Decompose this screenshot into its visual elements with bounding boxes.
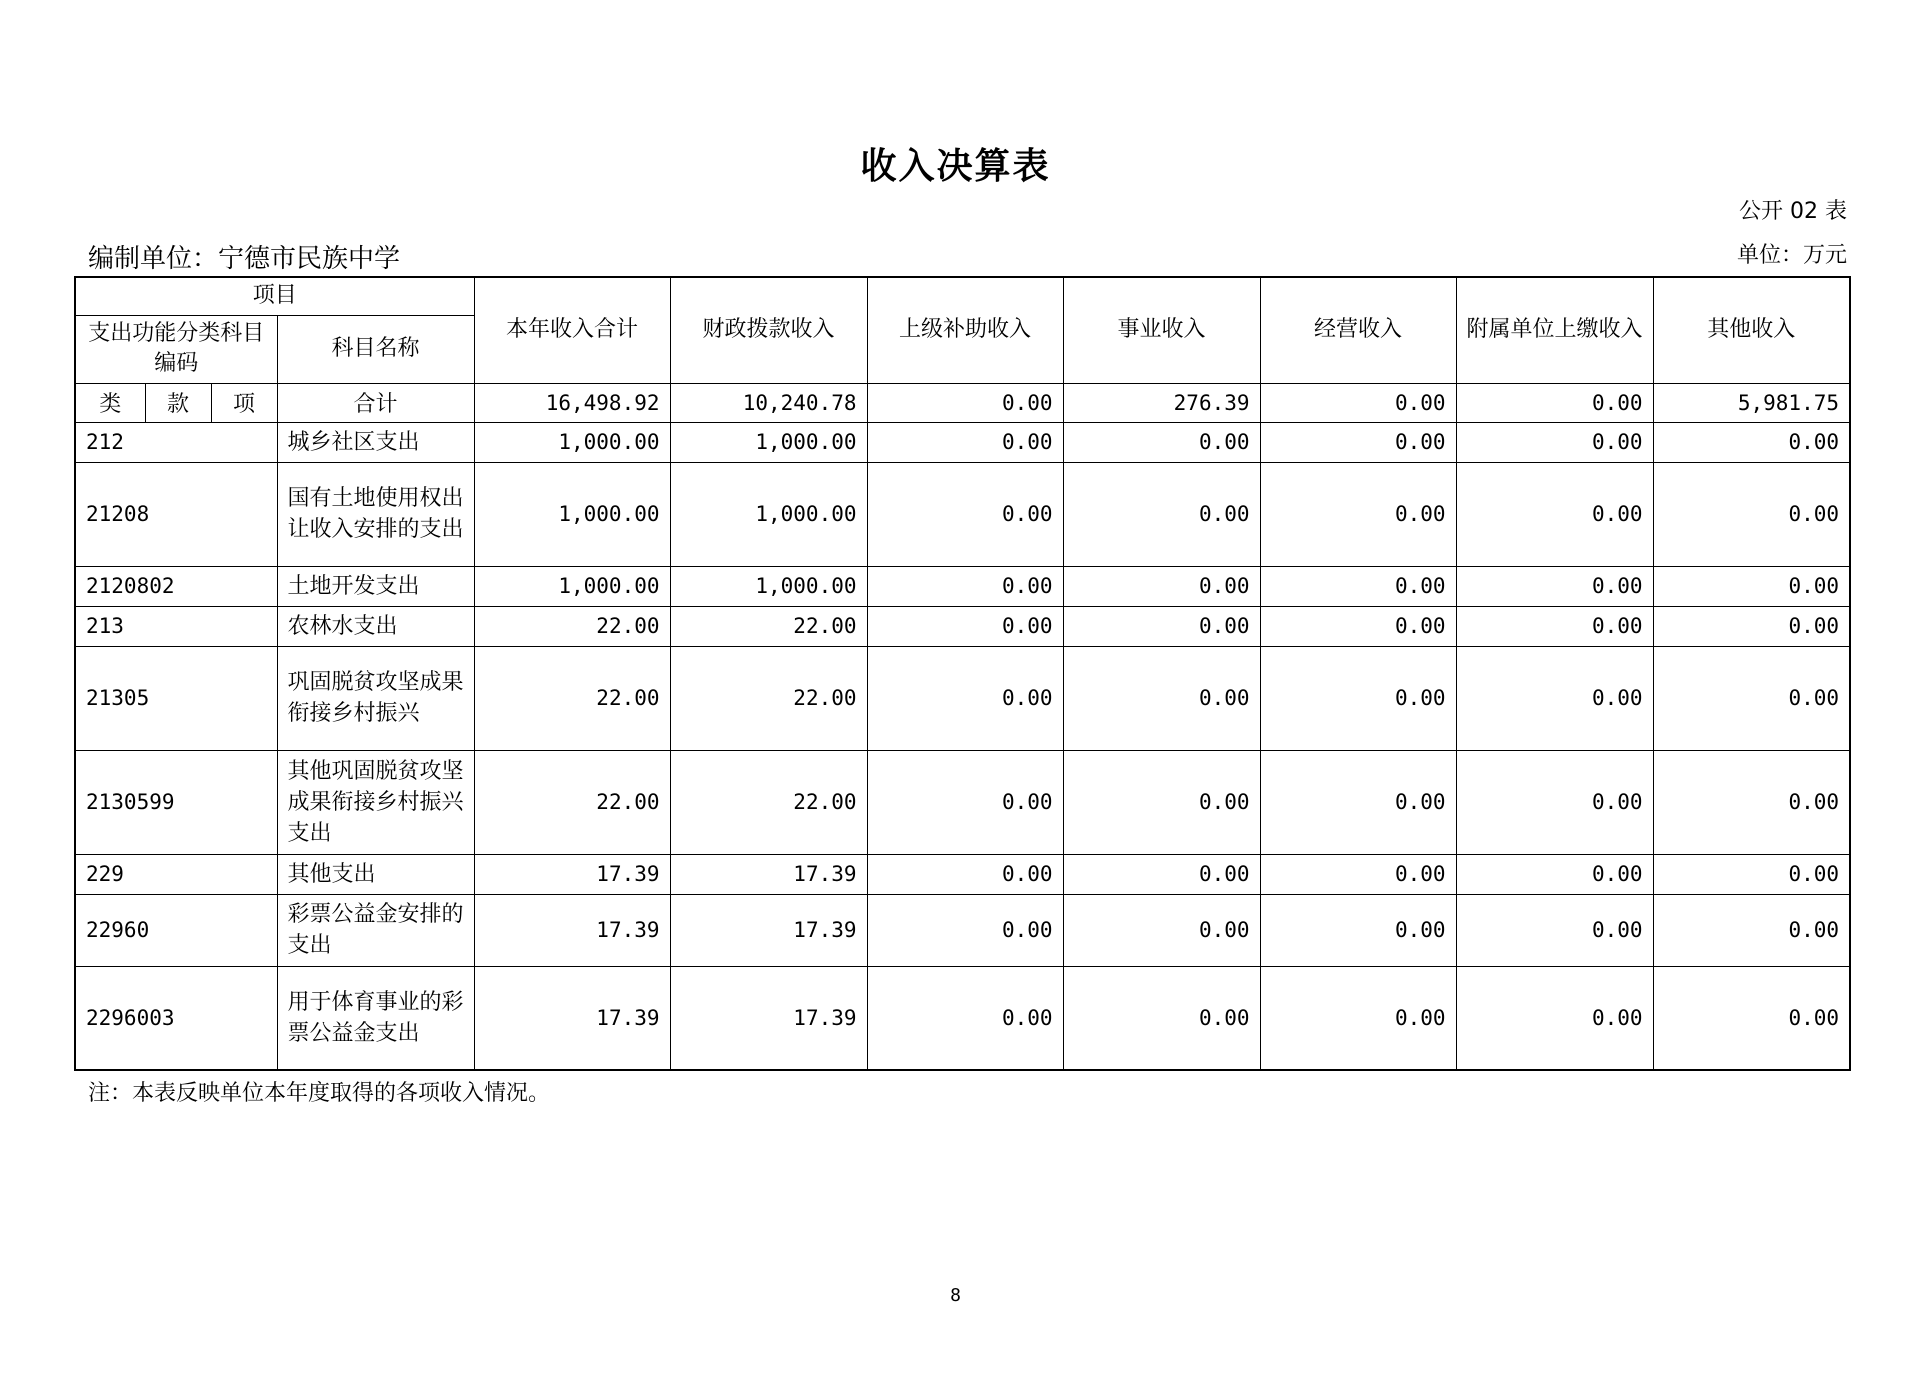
value-cell: 0.00 <box>1653 854 1850 894</box>
header-lei: 类 <box>75 383 145 422</box>
value-cell: 17.39 <box>474 854 670 894</box>
value-cell: 0.00 <box>867 566 1063 606</box>
table-row <box>75 966 1850 1070</box>
subject-name: 其他巩固脱贫攻坚成果衔接乡村振兴支出 <box>277 750 474 854</box>
value-cell: 1,000.00 <box>474 462 670 566</box>
value-cell: 1,000.00 <box>474 566 670 606</box>
value-cell: 0.00 <box>1456 566 1653 606</box>
value-cell: 17.39 <box>670 966 867 1070</box>
value-cell: 0.00 <box>867 606 1063 646</box>
value-cell: 0.00 <box>1063 566 1260 606</box>
table-note: 注：本表反映单位本年度取得的各项收入情况。 <box>88 1081 551 1106</box>
header-total-income: 本年收入合计 <box>474 277 670 383</box>
table-row <box>75 646 1850 750</box>
value-cell: 0.00 <box>1653 462 1850 566</box>
total-cell: 16,498.92 <box>474 383 670 422</box>
table-row <box>75 462 1850 566</box>
header-business-income: 事业收入 <box>1063 277 1260 383</box>
value-cell: 22.00 <box>670 750 867 854</box>
value-cell: 0.00 <box>1653 606 1850 646</box>
subject-code: 2130599 <box>75 750 277 854</box>
value-cell: 0.00 <box>1260 966 1456 1070</box>
value-cell: 0.00 <box>867 750 1063 854</box>
value-cell: 17.39 <box>670 894 867 966</box>
table-row <box>75 566 1850 606</box>
value-cell: 22.00 <box>474 646 670 750</box>
subject-name: 国有土地使用权出让收入安排的支出 <box>277 462 474 566</box>
subject-name: 土地开发支出 <box>277 566 474 606</box>
value-cell: 0.00 <box>1260 422 1456 462</box>
subject-code: 213 <box>75 606 277 646</box>
table-row <box>75 894 1850 966</box>
value-cell: 0.00 <box>1456 422 1653 462</box>
total-cell: 0.00 <box>867 383 1063 422</box>
header-superior-subsidy: 上级补助收入 <box>867 277 1063 383</box>
header-kuan: 款 <box>145 383 211 422</box>
value-cell: 0.00 <box>1063 894 1260 966</box>
value-cell: 0.00 <box>1456 646 1653 750</box>
value-cell: 0.00 <box>1260 606 1456 646</box>
value-cell: 0.00 <box>867 646 1063 750</box>
header-other-income: 其他收入 <box>1653 277 1850 383</box>
value-cell: 0.00 <box>1063 646 1260 750</box>
value-cell: 0.00 <box>867 966 1063 1070</box>
total-cell: 0.00 <box>1260 383 1456 422</box>
value-cell: 0.00 <box>1653 750 1850 854</box>
subject-name: 农林水支出 <box>277 606 474 646</box>
value-cell: 0.00 <box>1653 422 1850 462</box>
header-subject-name: 科目名称 <box>277 315 474 383</box>
header-function-code: 支出功能分类科目编码 <box>75 315 277 383</box>
value-cell: 0.00 <box>1456 966 1653 1070</box>
value-cell: 0.00 <box>1063 606 1260 646</box>
header-operating-income: 经营收入 <box>1260 277 1456 383</box>
subject-code: 21208 <box>75 462 277 566</box>
value-cell: 0.00 <box>1456 462 1653 566</box>
value-cell: 0.00 <box>1653 894 1850 966</box>
subject-code: 2296003 <box>75 966 277 1070</box>
table-row <box>75 606 1850 646</box>
value-cell: 0.00 <box>867 422 1063 462</box>
form-number: 公开 02 表 <box>1739 199 1847 224</box>
value-cell: 0.00 <box>1653 646 1850 750</box>
subject-name: 巩固脱贫攻坚成果衔接乡村振兴 <box>277 646 474 750</box>
subject-name: 用于体育事业的彩票公益金支出 <box>277 966 474 1070</box>
value-cell: 0.00 <box>1063 422 1260 462</box>
reporting-unit: 编制单位：宁德市民族中学 <box>88 244 401 274</box>
total-cell: 5,981.75 <box>1653 383 1850 422</box>
total-label: 合计 <box>277 383 474 422</box>
value-cell: 0.00 <box>867 854 1063 894</box>
value-cell: 17.39 <box>474 894 670 966</box>
value-cell: 0.00 <box>1063 854 1260 894</box>
value-cell: 1,000.00 <box>670 566 867 606</box>
value-cell: 1,000.00 <box>474 422 670 462</box>
value-cell: 0.00 <box>1063 462 1260 566</box>
value-cell: 0.00 <box>1063 966 1260 1070</box>
value-cell: 0.00 <box>1456 606 1653 646</box>
value-cell: 17.39 <box>474 966 670 1070</box>
value-cell: 0.00 <box>1063 750 1260 854</box>
value-cell: 17.39 <box>670 854 867 894</box>
total-cell: 10,240.78 <box>670 383 867 422</box>
value-cell: 1,000.00 <box>670 462 867 566</box>
subject-code: 2120802 <box>75 566 277 606</box>
value-cell: 0.00 <box>867 462 1063 566</box>
subject-code: 229 <box>75 854 277 894</box>
subject-code: 212 <box>75 422 277 462</box>
value-cell: 0.00 <box>867 894 1063 966</box>
value-cell: 0.00 <box>1456 750 1653 854</box>
value-cell: 0.00 <box>1260 894 1456 966</box>
value-cell: 0.00 <box>1260 566 1456 606</box>
total-cell: 0.00 <box>1456 383 1653 422</box>
value-cell: 0.00 <box>1260 646 1456 750</box>
table-row <box>75 422 1850 462</box>
subject-name: 城乡社区支出 <box>277 422 474 462</box>
header-xiang: 项 <box>211 383 277 422</box>
table-row <box>75 750 1850 854</box>
value-cell: 1,000.00 <box>670 422 867 462</box>
header-fiscal-appropriation: 财政拨款收入 <box>670 277 867 383</box>
income-table <box>74 276 1851 1071</box>
value-cell: 0.00 <box>1260 750 1456 854</box>
subject-name: 彩票公益金安排的支出 <box>277 894 474 966</box>
currency-unit: 单位：万元 <box>1736 243 1847 268</box>
value-cell: 0.00 <box>1653 566 1850 606</box>
page-number: 8 <box>950 1285 961 1306</box>
value-cell: 0.00 <box>1456 894 1653 966</box>
header-affiliated-remittance: 附属单位上缴收入 <box>1456 277 1653 383</box>
value-cell: 0.00 <box>1260 854 1456 894</box>
subject-code: 22960 <box>75 894 277 966</box>
page-title: 收入决算表 <box>860 146 1051 187</box>
subject-code: 21305 <box>75 646 277 750</box>
value-cell: 22.00 <box>474 606 670 646</box>
value-cell: 22.00 <box>474 750 670 854</box>
table-row <box>75 854 1850 894</box>
value-cell: 22.00 <box>670 646 867 750</box>
header-item: 项目 <box>75 277 474 315</box>
value-cell: 0.00 <box>1260 462 1456 566</box>
value-cell: 22.00 <box>670 606 867 646</box>
value-cell: 0.00 <box>1456 854 1653 894</box>
total-cell: 276.39 <box>1063 383 1260 422</box>
subject-name: 其他支出 <box>277 854 474 894</box>
value-cell: 0.00 <box>1653 966 1850 1070</box>
